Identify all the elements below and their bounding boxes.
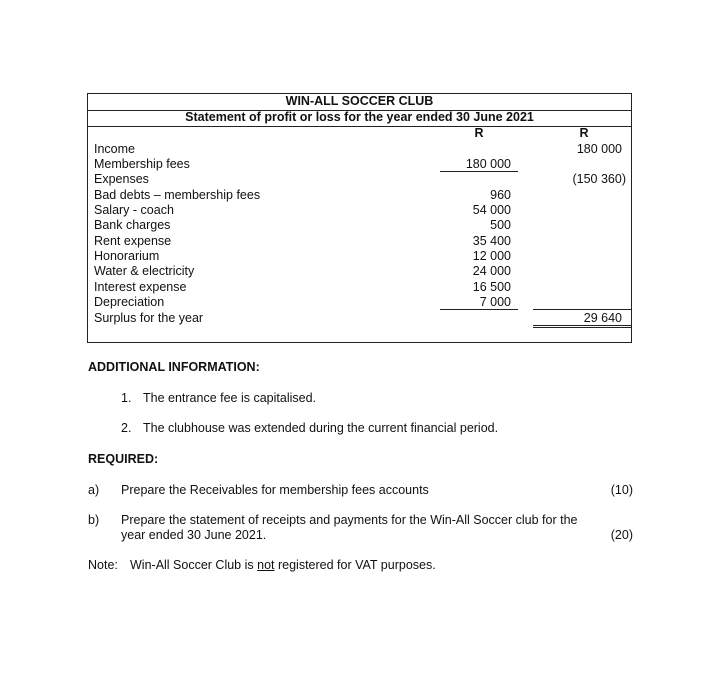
surplus-double-underline-2 [533, 327, 631, 328]
required-item-marks: (20) [610, 528, 633, 542]
required-item-text: Prepare the Receivables for membership fees accounts [121, 483, 429, 497]
row-col1: 54 000 [472, 203, 511, 217]
row-label: Bad debts – membership fees [94, 188, 261, 202]
row-col1: 12 000 [472, 249, 511, 263]
required-item-letter: b) [88, 513, 100, 527]
club-name: WIN-ALL SOCCER CLUB [285, 94, 434, 108]
statement-subtitle: Statement of profit or loss for the year ended 30 June 2021 [185, 110, 534, 124]
note-emphasis: not [257, 558, 275, 572]
row-label: Interest expense [94, 280, 187, 294]
row-col1: 180 000 [465, 157, 511, 171]
row-col1: 7 000 [479, 295, 511, 309]
info-item-text: The entrance fee is capitalised. [143, 391, 317, 405]
row-label: Income [94, 142, 135, 156]
row-label: Rent expense [94, 234, 172, 248]
row-label: Bank charges [94, 218, 171, 232]
expenses-total-underline [533, 309, 631, 310]
expenses-underline [440, 309, 518, 310]
required-item-text-continued: year ended 30 June 2021. [121, 528, 267, 542]
info-item-number: 1. [121, 391, 132, 405]
required-item-letter: a) [88, 483, 100, 497]
surplus-double-underline-1 [533, 325, 631, 326]
row-label: Depreciation [94, 295, 165, 309]
row-col1: 24 000 [472, 264, 511, 278]
row-label: Membership fees [94, 157, 190, 171]
membership-underline [440, 171, 518, 172]
col1-header: R [474, 126, 484, 140]
note-text-before: Win-All Soccer Club is [130, 558, 258, 572]
required-heading: REQUIRED: [88, 452, 159, 466]
row-col1: 960 [490, 188, 511, 202]
row-col1: 16 500 [472, 280, 511, 294]
note-label: Note: [88, 558, 118, 572]
info-item-text: The clubhouse was extended during the current financial period. [143, 421, 499, 435]
col2-header: R [579, 126, 589, 140]
row-col1: 35 400 [472, 234, 511, 248]
required-item-marks: (10) [610, 483, 633, 497]
row-label: Expenses [94, 172, 149, 186]
required-item-text: Prepare the statement of receipts and payments for the Win-All Soccer club for the [121, 513, 578, 527]
note-text-after: registered for VAT purposes. [274, 558, 436, 572]
row-label: Surplus for the year [94, 311, 204, 325]
additional-info-heading: ADDITIONAL INFORMATION: [88, 360, 260, 374]
row-col2: (150 360) [572, 172, 626, 186]
surplus-value: 29 640 [583, 311, 622, 325]
row-label: Water & electricity [94, 264, 195, 278]
row-col2: 180 000 [576, 142, 622, 156]
row-col1: 500 [490, 218, 511, 232]
row-label: Salary - coach [94, 203, 174, 217]
info-item-number: 2. [121, 421, 132, 435]
note-text [130, 558, 436, 573]
row-label: Honorarium [94, 249, 160, 263]
